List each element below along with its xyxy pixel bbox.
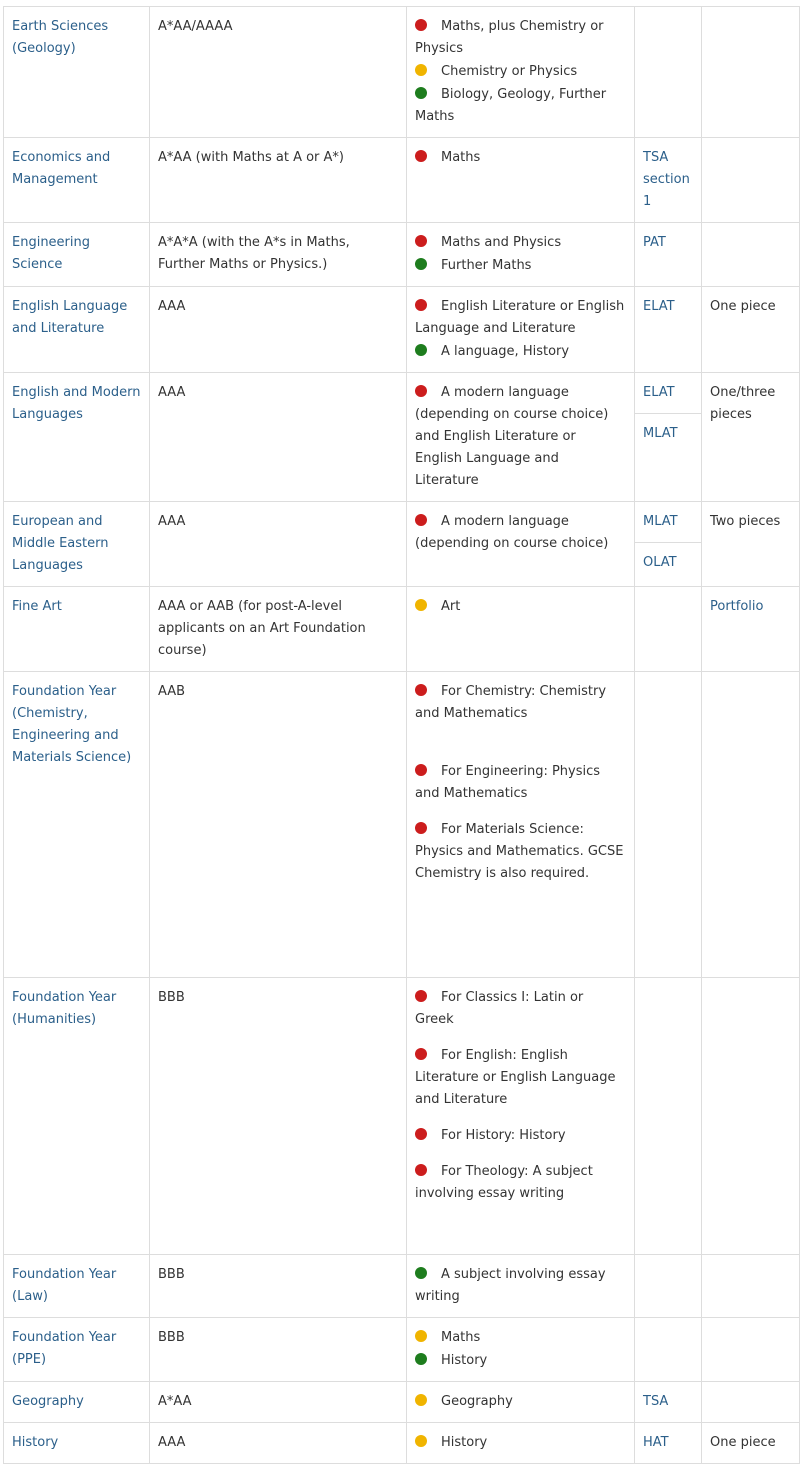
course-link[interactable]: History bbox=[12, 1435, 59, 1450]
red-dot-icon bbox=[415, 235, 427, 247]
subject-requirements-cell bbox=[407, 223, 635, 287]
subject-requirements-cell bbox=[407, 502, 635, 587]
amber-dot-icon bbox=[415, 1394, 427, 1406]
written-work-cell bbox=[702, 587, 800, 672]
requirement-text: Maths, plus Chemistry or Physics bbox=[415, 19, 604, 56]
red-dot-icon bbox=[415, 822, 427, 834]
requirement-item bbox=[415, 232, 626, 254]
written-work-cell bbox=[702, 978, 800, 1255]
grades-cell: AAA bbox=[150, 502, 407, 587]
admissions-test-link[interactable]: TSA bbox=[643, 1394, 669, 1409]
course-cell bbox=[4, 1382, 150, 1423]
course-link[interactable]: Foundation Year (Chemistry, Engineering and Materials Science) bbox=[12, 684, 132, 765]
table-body bbox=[4, 7, 800, 1464]
admissions-test-cell bbox=[635, 373, 702, 502]
subject-requirements-cell bbox=[407, 1318, 635, 1382]
amber-dot-icon bbox=[415, 1330, 427, 1342]
requirement-text: Art bbox=[441, 599, 461, 614]
green-dot-icon bbox=[415, 1353, 427, 1365]
subject-requirements-cell bbox=[407, 1423, 635, 1464]
requirement-text: For English: English Literature or English Language and Literature bbox=[415, 1048, 616, 1107]
red-dot-icon bbox=[415, 150, 427, 162]
requirement-item bbox=[415, 16, 626, 60]
course-link[interactable]: Economics and Management bbox=[12, 150, 111, 187]
written-work-cell bbox=[702, 1382, 800, 1423]
red-dot-icon bbox=[415, 19, 427, 31]
subject-requirements-cell bbox=[407, 373, 635, 502]
requirement-text: Biology, Geology, Further Maths bbox=[415, 87, 607, 124]
admissions-test-cell bbox=[635, 7, 702, 138]
red-dot-icon bbox=[415, 299, 427, 311]
amber-dot-icon bbox=[415, 64, 427, 76]
written-work-cell bbox=[702, 223, 800, 287]
table-row bbox=[4, 1318, 800, 1382]
written-work-text: One/three pieces bbox=[710, 385, 776, 422]
portfolio-link[interactable]: Portfolio bbox=[710, 599, 764, 614]
requirement-text: For Chemistry: Chemistry and Mathematics bbox=[415, 684, 607, 721]
admissions-test-cell bbox=[635, 502, 702, 587]
table-row bbox=[4, 1423, 800, 1464]
grades-cell: AAA bbox=[150, 287, 407, 373]
course-link[interactable]: Engineering Science bbox=[12, 235, 90, 272]
admissions-test-cell bbox=[635, 138, 702, 223]
table-row bbox=[4, 978, 800, 1255]
grades-cell: AAA or AAB (for post-A-level applicants on an Art Foundation course) bbox=[150, 587, 407, 672]
course-link[interactable]: English Language and Literature bbox=[12, 299, 128, 336]
table-row bbox=[4, 1255, 800, 1318]
course-link[interactable]: Fine Art bbox=[12, 599, 62, 614]
requirement-item bbox=[415, 1391, 626, 1413]
course-cell bbox=[4, 7, 150, 138]
requirement-text: Maths bbox=[441, 1330, 481, 1345]
requirement-item bbox=[415, 819, 626, 885]
grades-cell: AAA bbox=[150, 373, 407, 502]
test-subcell bbox=[635, 502, 701, 542]
requirement-text: Further Maths bbox=[441, 258, 532, 273]
grades-cell: A*AA/AAAA bbox=[150, 7, 407, 138]
grades-cell: BBB bbox=[150, 1318, 407, 1382]
requirement-item bbox=[415, 1125, 626, 1147]
requirement-text: English Literature or English Language and Literature bbox=[415, 299, 625, 336]
requirement-item bbox=[415, 681, 626, 725]
course-requirements-table bbox=[3, 6, 800, 1464]
written-work-cell bbox=[702, 7, 800, 138]
requirement-item bbox=[415, 84, 626, 128]
course-link[interactable]: Foundation Year (Humanities) bbox=[12, 990, 117, 1027]
table-row bbox=[4, 223, 800, 287]
subject-requirements-cell bbox=[407, 287, 635, 373]
admissions-test-cell bbox=[635, 1318, 702, 1382]
subject-requirements-cell bbox=[407, 138, 635, 223]
subject-requirements-cell bbox=[407, 1255, 635, 1318]
written-work-cell bbox=[702, 1255, 800, 1318]
admissions-test-cell bbox=[635, 287, 702, 373]
course-cell bbox=[4, 138, 150, 223]
admissions-test-link[interactable]: ELAT bbox=[643, 385, 675, 400]
red-dot-icon bbox=[415, 385, 427, 397]
written-work-cell bbox=[702, 502, 800, 587]
requirement-text: For Classics I: Latin or Greek bbox=[415, 990, 584, 1027]
course-link[interactable]: Earth Sciences (Geology) bbox=[12, 19, 109, 56]
grades-cell: A*AA bbox=[150, 1382, 407, 1423]
admissions-test-cell bbox=[635, 1382, 702, 1423]
red-dot-icon bbox=[415, 1164, 427, 1176]
grades-cell: BBB bbox=[150, 978, 407, 1255]
course-link[interactable]: English and Modern Languages bbox=[12, 385, 141, 422]
course-cell bbox=[4, 672, 150, 978]
requirement-text: A language, History bbox=[441, 344, 570, 359]
requirement-text: History bbox=[441, 1435, 488, 1450]
written-work-cell bbox=[702, 287, 800, 373]
admissions-test-link[interactable]: MLAT bbox=[643, 514, 678, 529]
requirement-item bbox=[415, 1045, 626, 1111]
green-dot-icon bbox=[415, 258, 427, 270]
admissions-test-cell bbox=[635, 587, 702, 672]
subject-requirements-cell bbox=[407, 587, 635, 672]
grades-cell: A*A*A (with the A*s in Maths, Further Maths or Physics.) bbox=[150, 223, 407, 287]
requirement-item bbox=[415, 296, 626, 340]
requirement-text: A subject involving essay writing bbox=[415, 1267, 606, 1304]
requirement-text: For Theology: A subject involving essay writing bbox=[415, 1164, 593, 1201]
green-dot-icon bbox=[415, 1267, 427, 1279]
table-row bbox=[4, 373, 800, 502]
admissions-test-cell bbox=[635, 1255, 702, 1318]
requirement-item bbox=[415, 255, 626, 277]
course-cell bbox=[4, 287, 150, 373]
requirement-text: A modern language (depending on course choice) and English Literature or English Language and Literature bbox=[415, 385, 609, 488]
course-link[interactable]: Geography bbox=[12, 1394, 84, 1409]
course-cell bbox=[4, 1318, 150, 1382]
course-cell bbox=[4, 587, 150, 672]
green-dot-icon bbox=[415, 344, 427, 356]
table-row bbox=[4, 587, 800, 672]
red-dot-icon bbox=[415, 1128, 427, 1140]
admissions-table-wrapper bbox=[0, 6, 800, 1450]
requirement-text: Geography bbox=[441, 1394, 513, 1409]
admissions-test-cell bbox=[635, 978, 702, 1255]
admissions-test-cell bbox=[635, 672, 702, 978]
course-cell bbox=[4, 223, 150, 287]
admissions-test-cell bbox=[635, 1423, 702, 1464]
written-work-text: One piece bbox=[710, 299, 776, 314]
requirement-text: Maths and Physics bbox=[441, 235, 562, 250]
red-dot-icon bbox=[415, 684, 427, 696]
subject-requirements-cell bbox=[407, 1382, 635, 1423]
requirement-item bbox=[415, 341, 626, 363]
table-row bbox=[4, 7, 800, 138]
requirement-text: For Engineering: Physics and Mathematics bbox=[415, 764, 601, 801]
written-work-cell bbox=[702, 672, 800, 978]
requirement-text: For Materials Science: Physics and Mathematics. GCSE Chemistry is also required. bbox=[415, 822, 624, 881]
admissions-test-cell bbox=[635, 223, 702, 287]
course-cell bbox=[4, 1423, 150, 1464]
table-row bbox=[4, 138, 800, 223]
red-dot-icon bbox=[415, 764, 427, 776]
admissions-test-link[interactable]: HAT bbox=[643, 1435, 669, 1450]
amber-dot-icon bbox=[415, 599, 427, 611]
test-subcell bbox=[635, 542, 701, 583]
table-row bbox=[4, 287, 800, 373]
written-work-cell bbox=[702, 373, 800, 502]
test-subcell bbox=[635, 413, 701, 454]
requirement-item bbox=[415, 1350, 626, 1372]
written-work-cell bbox=[702, 138, 800, 223]
course-link[interactable]: Foundation Year (Law) bbox=[12, 1267, 117, 1304]
course-cell bbox=[4, 502, 150, 587]
requirement-item bbox=[415, 1161, 626, 1205]
red-dot-icon bbox=[415, 514, 427, 526]
requirement-text: Maths bbox=[441, 150, 481, 165]
requirement-text: Chemistry or Physics bbox=[441, 64, 578, 79]
admissions-test-link[interactable]: OLAT bbox=[643, 555, 677, 570]
written-work-cell bbox=[702, 1423, 800, 1464]
red-dot-icon bbox=[415, 1048, 427, 1060]
grades-cell: BBB bbox=[150, 1255, 407, 1318]
requirement-text: For History: History bbox=[441, 1128, 566, 1143]
requirement-item bbox=[415, 147, 626, 169]
written-work-text: Two pieces bbox=[710, 514, 781, 529]
requirement-item bbox=[415, 596, 626, 618]
requirement-item bbox=[415, 1327, 626, 1349]
requirement-item bbox=[415, 761, 626, 805]
admissions-test-link[interactable]: TSA section 1 bbox=[643, 150, 690, 209]
red-dot-icon bbox=[415, 990, 427, 1002]
subject-requirements-cell bbox=[407, 672, 635, 978]
test-subcell bbox=[635, 373, 701, 413]
requirement-item bbox=[415, 382, 626, 492]
table-row bbox=[4, 502, 800, 587]
green-dot-icon bbox=[415, 87, 427, 99]
grades-cell: AAA bbox=[150, 1423, 407, 1464]
subject-requirements-cell bbox=[407, 978, 635, 1255]
grades-cell: A*AA (with Maths at A or A*) bbox=[150, 138, 407, 223]
requirement-text: History bbox=[441, 1353, 488, 1368]
requirement-item bbox=[415, 61, 626, 83]
requirement-item bbox=[415, 1432, 626, 1454]
course-cell bbox=[4, 373, 150, 502]
requirement-item bbox=[415, 511, 626, 555]
requirement-text: A modern language (depending on course choice) bbox=[415, 514, 609, 551]
requirement-item bbox=[415, 1264, 626, 1308]
subject-requirements-cell bbox=[407, 7, 635, 138]
admissions-test-link[interactable]: ELAT bbox=[643, 299, 675, 314]
table-row bbox=[4, 1382, 800, 1423]
admissions-test-link[interactable]: PAT bbox=[643, 235, 666, 250]
amber-dot-icon bbox=[415, 1435, 427, 1447]
written-work-text: One piece bbox=[710, 1435, 776, 1450]
requirement-item bbox=[415, 987, 626, 1031]
table-row bbox=[4, 672, 800, 978]
written-work-cell bbox=[702, 1318, 800, 1382]
course-cell bbox=[4, 1255, 150, 1318]
course-link[interactable]: European and Middle Eastern Languages bbox=[12, 514, 109, 573]
admissions-test-link[interactable]: MLAT bbox=[643, 426, 678, 441]
grades-cell: AAB bbox=[150, 672, 407, 978]
course-link[interactable]: Foundation Year (PPE) bbox=[12, 1330, 117, 1367]
course-cell bbox=[4, 978, 150, 1255]
